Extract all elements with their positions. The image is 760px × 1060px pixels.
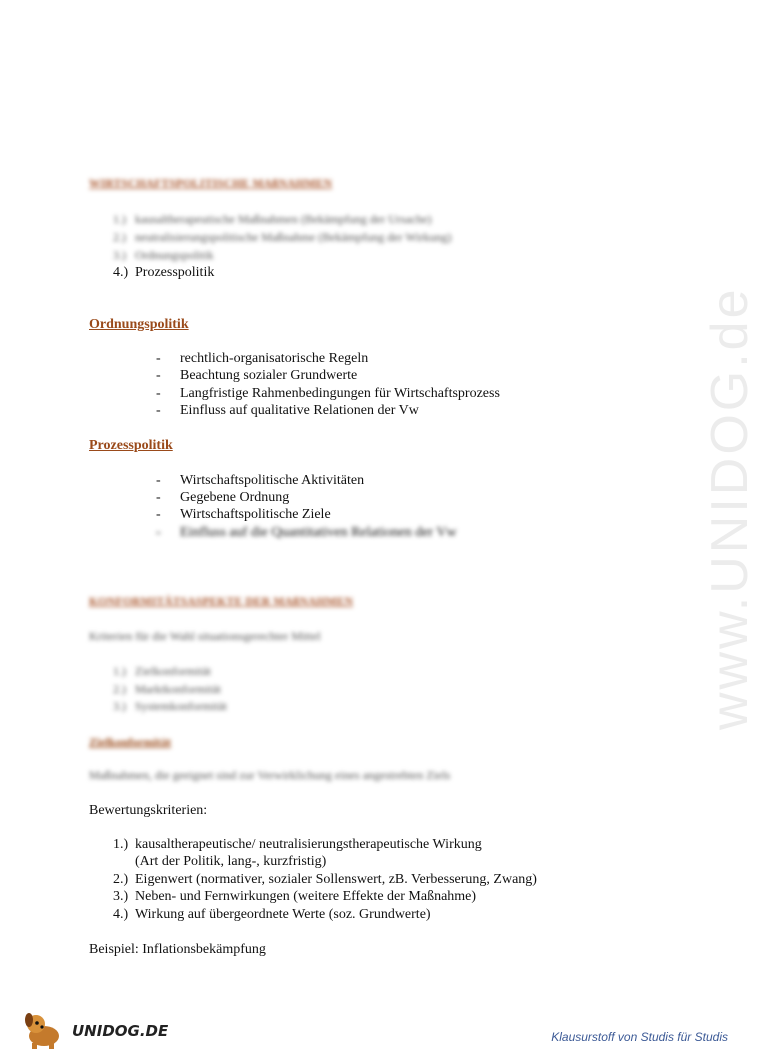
list-item: 1.) Zielkonformität [113, 664, 211, 678]
watermark: www.UNIDOG.de [701, 286, 759, 730]
list-item: 1.) kausaltherapeutische Maßnahmen (Bekämpfung der Ursache) [113, 212, 432, 226]
list-item: 2.) neutralisierungspolitische Maßnahme (Bekämpfung der Wirkung) [113, 230, 452, 244]
intro-text: Kriterien für die Wahl situationsgerechter Mittel [89, 629, 321, 643]
list-item: 3.) Systemkonformität [113, 699, 227, 713]
heading-prozesspolitik: Prozesspolitik [89, 438, 173, 453]
criteria-item: 4.) Wirkung auf übergeordnete Werte (soz. Grundwerte) [113, 907, 431, 922]
section-heading-massnahmen: WIRTSCHAFTSPOLITISCHE MAßNAHMEN [89, 178, 333, 190]
footer-tagline: Klausurstoff von Studis für Studis [551, 1030, 728, 1044]
list-item: 4.) Prozesspolitik [113, 265, 215, 280]
heading-zielkonformitaet: Zielkonformität [89, 735, 171, 749]
list-item: 3.) Ordnungspolitik [113, 248, 214, 262]
criteria-item: 3.) Neben- und Fernwirkungen (weitere Effekte der Maßnahme) [113, 889, 477, 904]
logo-text: UNIDOG.DE [72, 1022, 169, 1040]
heading-ordnungspolitik: Ordnungspolitik [89, 317, 189, 332]
definition-text: Maßnahmen, die geeignet sind zur Verwirklichung eines angestrebten Ziels [89, 768, 451, 782]
dog-icon [22, 1010, 68, 1050]
criteria-item: 1.) kausaltherapeutische/ neutralisierungstherapeutische Wirkung [113, 837, 482, 852]
criteria-item: 2.) Eigenwert (normativer, sozialer Sollenswert, zB. Verbesserung, Zwang) [113, 872, 537, 887]
document-page: www.UNIDOG.de WIRTSCHAFTSPOLITISCHE MAßNAHMEN 1.) kausaltherapeutische Maßnahmen (Bekämpfung der Ursache) 2.) neutralisierungspolitische Maßnahme (Bekämpfung der Wirkung) 3.) Ordnungspolitik 4.) Prozesspolitik Ordnungspolitik - rechtlich-organisatorische Regeln - Beachtung sozialer Grundwerte - Langfristige Rahmenbedingungen für Wirtschaftsprozess - Einfluss auf qualitative Relationen der Vw Prozesspolitik - Wirtschaftspolitische Aktivitäten - Gegebene Ordnung - Wirtschaftspolitische Ziele - Einfluss auf die Quantitativen Relationen der Vw KONFORMITÄTSASPEKTE DER MAßNAHMEN Kriterien für die Wahl situationsgerechter Mittel 1.) Zielkonformität 2.) Marktkonformität 3.) Systemkonformität Zielkonformität Maßnahmen, die geeignet sind zur Verwirklichung eines angestrebten Ziels Bewertungskriterien: 1.) kausaltherapeutische/ neutralisierungstherapeutische Wirkung (Art der Politik, lang-, kurzfristig) 2.) Eigenwert (normativer, sozialer Sollenswert, zB. Verbesserung, Zwang) 3.) Neben- und Fernwirkungen (weitere Effekte der Maßnahme) 4.) Wirkung auf übergeordnete Werte (soz. Grundwerte) Beispiel: Inflationsbekämpfung UNIDOG.DE Klausurstoff von Studis für Studis [0, 0, 750, 1060]
example-text: Beispiel: Inflationsbekämpfung [89, 942, 266, 957]
list-item: 2.) Marktkonformität [113, 682, 221, 696]
section-heading-konformitaet: KONFORMITÄTSASPEKTE DER MAßNAHMEN [89, 596, 354, 608]
unidog-logo[interactable] [22, 1010, 169, 1050]
criteria-label: Bewertungskriterien: [89, 803, 208, 818]
criteria-item: (Art der Politik, lang-, kurzfristig) [135, 854, 327, 869]
